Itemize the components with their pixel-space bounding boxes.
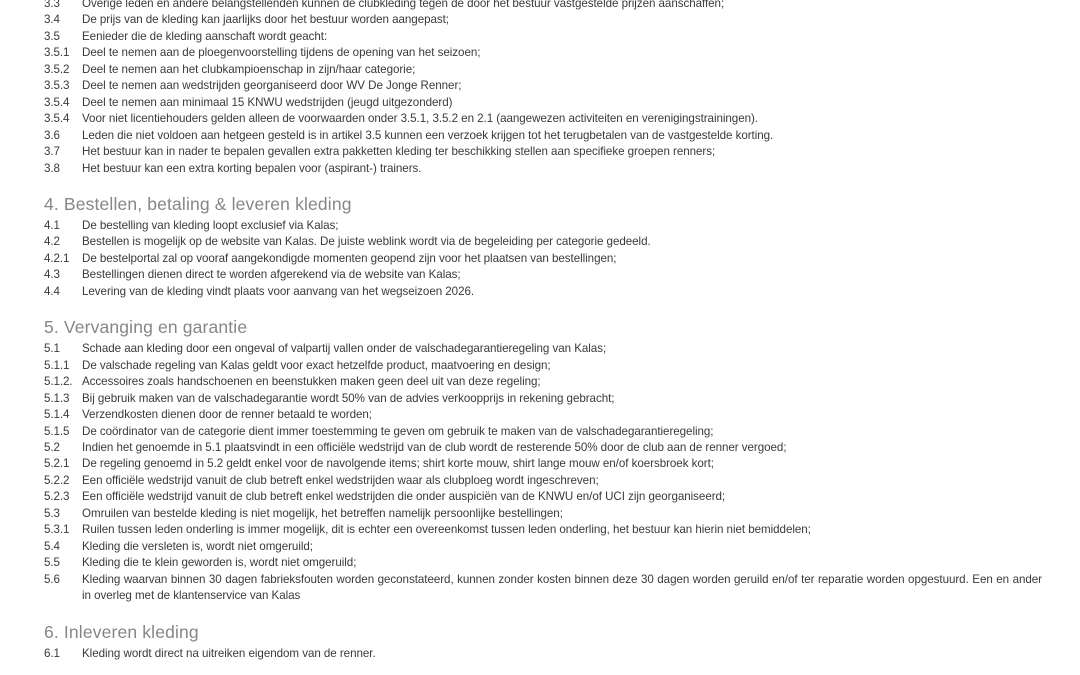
clause-row [44,111,1042,127]
clause-row [44,539,1042,555]
clause-row [44,440,1042,456]
clause-text: Ruilen tussen leden onderling is immer mogelijk, dit is echter een overeenkomst tussen leden onderling, het bestuur kan hierin niet bemiddelen; [82,523,811,537]
clause-text: Bestellingen dienen direct te worden afgerekend via de website van Kalas; [82,268,461,282]
clause-number: 5.1.5 [44,424,70,438]
clause-text: Kleding waarvan binnen 30 dagen fabrieksfouten worden geconstateerd, kunnen zonder kosten binnen deze 30 dagen worden geruild en/of ter reparatie worden opgestuurd. Een en ander in overleg met de klantenservice van Kalas [82,572,1042,603]
clause-number: 5.3 [44,506,60,520]
clause-number: 5.1.3 [44,391,70,405]
clause-number: 5.1.2. [44,375,73,389]
clause-number: 6.1 [44,646,60,660]
clause-row [44,424,1042,440]
clause-text: Overige leden en andere belangstellenden kunnen de clubkleding tegen de door het bestuur vastgestelde prijzen aanschaffen; [82,0,725,10]
clause-row [44,29,1042,45]
clause-text: Omruilen van bestelde kleding is niet mogelijk, het betreffen namelijk persoonlijke bestellingen; [82,506,563,520]
clause-number: 4.2.1 [44,251,70,265]
section-heading-block [44,605,1042,646]
clause-row [44,391,1042,407]
clause-text: Bestellen is mogelijk op de website van Kalas. De juiste weblink wordt via de begeleiding per categorie gedeeld. [82,235,651,249]
clause-row [44,489,1042,505]
clause-row [44,12,1042,28]
clause-number: 3.5.4 [44,112,70,126]
clause-number: 5.3.1 [44,523,70,537]
clause-text: Levering van de kleding vindt plaats voor aanvang van het wegseizoen 2026. [82,284,475,298]
clause-text: De bestelling van kleding loopt exclusief via Kalas; [82,218,339,232]
clause-text: Schade aan kleding door een ongeval of valpartij vallen onder de valschadegarantieregeling van Kalas; [82,342,607,356]
clause-row [44,161,1042,177]
clause-number: 3.5.1 [44,46,70,60]
clause-text: De bestelportal zal op vooraf aangekondigde momenten geopend zijn voor het plaatsen van bestellingen; [82,251,617,265]
clause-number: 4.4 [44,284,60,298]
clause-text: Leden die niet voldoen aan hetgeen gesteld is in artikel 3.5 kunnen een verzoek krijgen tot het terugbetalen van de vastgestelde korting. [82,128,774,142]
section-heading: 5. Vervanging en garantie [44,317,248,338]
clause-number: 3.5.3 [44,79,70,93]
clause-text: Verzendkosten dienen door de renner betaald te worden; [82,408,372,422]
clause-text: Voor niet licentiehouders gelden alleen de voorwaarden onder 3.5.1, 3.5.2 en 2.1 (aangewezen activiteiten en verenigingstrainingen). [82,112,758,126]
clause-text: Het bestuur kan een extra korting bepalen voor (aspirant-) trainers. [82,161,422,175]
clause-number: 3.5.4 [44,95,70,109]
clause-text: Indien het genoemde in 5.1 plaatsvindt in een officiële wedstrijd van de club wordt de resterende 50% door de club aan de renner vergoed; [82,440,787,454]
clause-number: 3.5.2 [44,62,70,76]
clause-row [44,62,1042,78]
clause-text: De coördinator van de categorie dient immer toestemming te geven om gebruik te maken van de valschadegarantieregeling; [82,424,714,438]
clause-number: 5.1.4 [44,408,70,422]
clause-number: 5.2.3 [44,490,70,504]
clause-number: 5.5 [44,556,60,570]
clause-row [44,358,1042,374]
clause-number: 5.2 [44,440,60,454]
clause-number: 4.1 [44,218,60,232]
clause-row [44,78,1042,94]
section-heading: 6. Inleveren kleding [44,621,199,642]
clause-row [44,284,1042,300]
clause-number: 3.8 [44,161,60,175]
clause-number: 3.4 [44,13,60,27]
section-heading-block [44,177,1042,218]
clause-number: 3.6 [44,128,60,142]
clause-row [44,456,1042,472]
clause-number: 3.7 [44,145,60,159]
clause-number: 3.5 [44,29,60,43]
clause-text: De valschade regeling van Kalas geldt voor exact hetzelfde product, maatvoering en design; [82,358,551,372]
clause-row [44,144,1042,160]
clause-row [44,218,1042,234]
clause-row [44,473,1042,489]
clause-number: 5.1 [44,342,60,356]
clause-number: 4.2 [44,235,60,249]
clause-text: Een officiële wedstrijd vanuit de club betreft enkel wedstrijden die onder auspiciën van de KNWU en/of UCI zijn georganiseerd; [82,490,726,504]
clause-text: Kleding wordt direct na uitreiken eigendom van de renner. [82,646,376,660]
clause-text: Kleding die versleten is, wordt niet omgeruild; [82,539,313,553]
clause-row [44,374,1042,390]
clause-text: De prijs van de kleding kan jaarlijks door het bestuur worden aangepast; [82,13,449,27]
clause-text: Deel te nemen aan minimaal 15 KNWU wedstrijden (jeugd uitgezonderd) [82,95,453,109]
clause-number: 4.3 [44,268,60,282]
section-heading: 4. Bestellen, betaling & leveren kleding [44,193,352,214]
clause-text: De regeling genoemd in 5.2 geldt enkel voor de navolgende items; shirt korte mouw, shirt lange mouw en/of koersbroek kort; [82,457,714,471]
clause-row [44,572,1042,605]
clause-number: 3.3 [44,0,60,10]
clause-text: Deel te nemen aan de ploegenvoorstelling tijdens de opening van het seizoen; [82,46,481,60]
clause-row [44,128,1042,144]
clause-row [44,506,1042,522]
clause-row [44,341,1042,357]
clause-text: Eenieder die de kleding aanschaft wordt geacht: [82,29,328,43]
clause-number: 5.2.2 [44,473,70,487]
clause-text: Een officiële wedstrijd vanuit de club betreft enkel wedstrijden waar als clubploeg wordt ingeschreven; [82,473,599,487]
clause-row [44,522,1042,538]
clause-text: Deel te nemen aan het clubkampioenschap in zijn/haar categorie; [82,62,416,76]
clause-row [44,45,1042,61]
clause-number: 5.6 [44,572,60,586]
clause-text: Deel te nemen aan wedstrijden georganiseerd door WV De Jonge Renner; [82,79,462,93]
clause-text: Bij gebruik maken van de valschadegarantie wordt 50% van de advies verkoopprijs in rekening gebracht; [82,391,615,405]
clause-number: 5.4 [44,539,60,553]
clause-number: 5.1.1 [44,358,70,372]
clause-text: Het bestuur kan in nader te bepalen gevallen extra pakketten kleding ter beschikking stellen aan specifieke groepen renners; [82,145,716,159]
clause-text: Accessoires zoals handschoenen en beenstukken maken geen deel uit van deze regeling; [82,375,541,389]
clause-row [44,407,1042,423]
clause-number: 5.2.1 [44,457,70,471]
clause-row [44,646,1042,662]
clause-row [44,251,1042,267]
clause-row [44,0,1042,12]
clause-row [44,267,1042,283]
clause-text: Kleding die te klein geworden is, wordt niet omgeruild; [82,556,357,570]
section-heading-block [44,300,1042,341]
clause-row [44,95,1042,111]
clause-row [44,555,1042,571]
clause-row [44,234,1042,250]
